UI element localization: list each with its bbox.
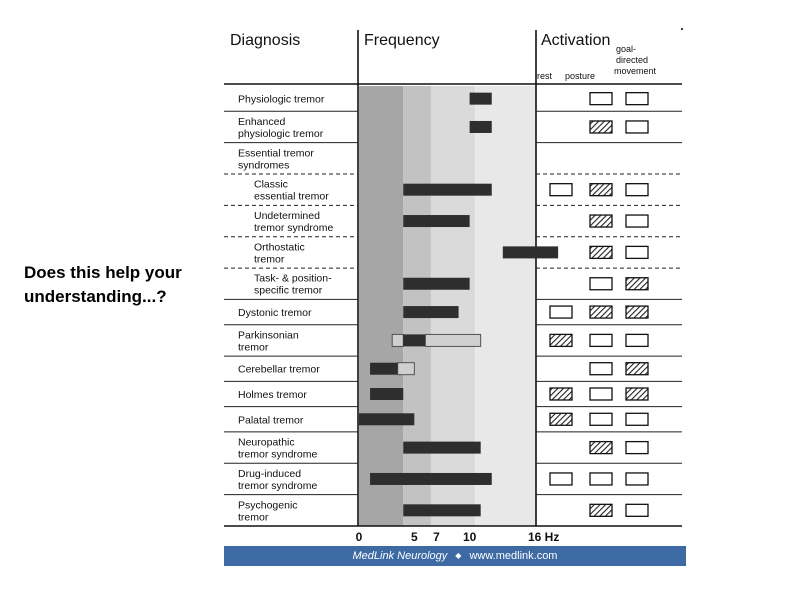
activation-col-rest: rest	[537, 71, 553, 81]
activation-box-movement-open	[626, 246, 648, 258]
x-tick-label: 7	[433, 530, 440, 544]
activation-box-movement-hatched	[626, 306, 648, 318]
activation-col-posture: posture	[565, 71, 596, 81]
frequency-bar	[403, 215, 469, 227]
activation-box-rest-open	[550, 306, 572, 318]
x-tick-label: 10	[462, 530, 477, 544]
footer-source: MedLink Neurology	[352, 550, 448, 562]
tremor-chart	[222, 22, 688, 546]
activation-box-movement-open	[626, 413, 648, 425]
frequency-band-3	[431, 86, 475, 526]
row-label: Task- & position-specific tremor	[254, 272, 332, 297]
row-label: Undetermined tremor syndrome	[254, 210, 334, 235]
frequency-bar	[470, 93, 492, 105]
activation-box-rest-hatched	[550, 334, 572, 346]
frequency-bar	[470, 121, 492, 133]
frequency-bar	[370, 363, 398, 375]
activation-box-movement-hatched	[626, 388, 648, 400]
activation-box-movement-open	[626, 504, 648, 516]
activation-box-rest-open	[550, 473, 572, 485]
activation-box-rest-hatched	[550, 388, 572, 400]
activation-box-posture-open	[590, 473, 612, 485]
side-caption-line-1: Does this help your	[24, 263, 182, 282]
footer-url[interactable]: www.medlink.com	[469, 550, 558, 562]
activation-box-movement-open	[626, 442, 648, 454]
header-frequency: Frequency	[364, 32, 440, 49]
frequency-bar	[370, 388, 403, 400]
activation-box-movement-hatched	[626, 278, 648, 290]
row-label: Parkinsonian tremor	[238, 329, 299, 354]
activation-box-posture-hatched	[590, 442, 612, 454]
activation-box-rest-open	[550, 184, 572, 196]
row-label: Palatal tremor	[238, 414, 304, 427]
activation-box-movement-open	[626, 121, 648, 133]
activation-box-movement-open	[626, 473, 648, 485]
row-label: Classic essential tremor	[254, 178, 329, 203]
frequency-bar	[403, 442, 480, 454]
activation-box-movement-open	[626, 184, 648, 196]
activation-box-posture-open	[590, 278, 612, 290]
activation-box-posture-hatched	[590, 215, 612, 227]
side-caption-line-2: understanding...?	[24, 287, 167, 306]
activation-box-posture-open	[590, 363, 612, 375]
frequency-bar	[503, 246, 558, 258]
row-label: Psychogenic tremor	[238, 499, 298, 524]
frequency-band-4	[475, 86, 536, 526]
header-diagnosis: Diagnosis	[230, 32, 301, 49]
row-label: Physiologic tremor	[238, 93, 325, 106]
activation-box-movement-hatched	[626, 363, 648, 375]
footer-bullet: ◆	[455, 551, 462, 560]
activation-box-posture-open	[590, 388, 612, 400]
frequency-bar	[403, 504, 480, 516]
frequency-bar-light	[425, 334, 480, 346]
frequency-bar	[403, 278, 469, 290]
tremor-chart-figure	[222, 22, 688, 568]
activation-box-posture-hatched	[590, 184, 612, 196]
row-label: Holmes tremor	[238, 389, 307, 401]
frequency-bar-light	[398, 363, 415, 375]
activation-box-rest-hatched	[550, 413, 572, 425]
frequency-bar	[403, 334, 425, 346]
x-tick-label: 5	[410, 530, 418, 544]
activation-box-movement-open	[626, 334, 648, 346]
frequency-bar	[370, 473, 492, 485]
activation-box-posture-open	[590, 413, 612, 425]
x-tick-label: 0	[355, 530, 363, 544]
frequency-bar	[403, 306, 458, 318]
row-label: Enhanced physiologic tremor	[238, 115, 324, 140]
header-activation: Activation	[541, 32, 611, 49]
activation-col-movement: goal-directed movement	[614, 44, 657, 76]
activation-box-posture-open	[590, 334, 612, 346]
row-label: Drug-induced tremor syndrome	[238, 467, 318, 492]
activation-box-posture-hatched	[590, 121, 612, 133]
footer-banner	[224, 546, 686, 566]
row-label: Essential tremor syndromes	[238, 147, 314, 172]
side-caption	[24, 261, 224, 309]
activation-box-posture-hatched	[590, 504, 612, 516]
x-tick-label: 16 Hz	[528, 530, 560, 544]
activation-box-posture-hatched	[590, 306, 612, 318]
activation-box-posture-open	[590, 93, 612, 105]
frequency-band-1	[359, 86, 403, 526]
row-label: Dystonic tremor	[238, 307, 312, 320]
activation-box-posture-hatched	[590, 246, 612, 258]
frequency-band-2	[403, 86, 431, 526]
frequency-bar-light	[392, 334, 403, 346]
row-label: Neuropathic tremor syndrome	[238, 436, 318, 461]
row-label: Cerebellar tremor	[238, 363, 320, 376]
frequency-bar	[403, 184, 492, 196]
activation-box-movement-open	[626, 215, 648, 227]
row-label: Orthostatic tremor	[254, 241, 305, 266]
frequency-bar	[359, 413, 414, 425]
activation-box-movement-open	[626, 93, 648, 105]
